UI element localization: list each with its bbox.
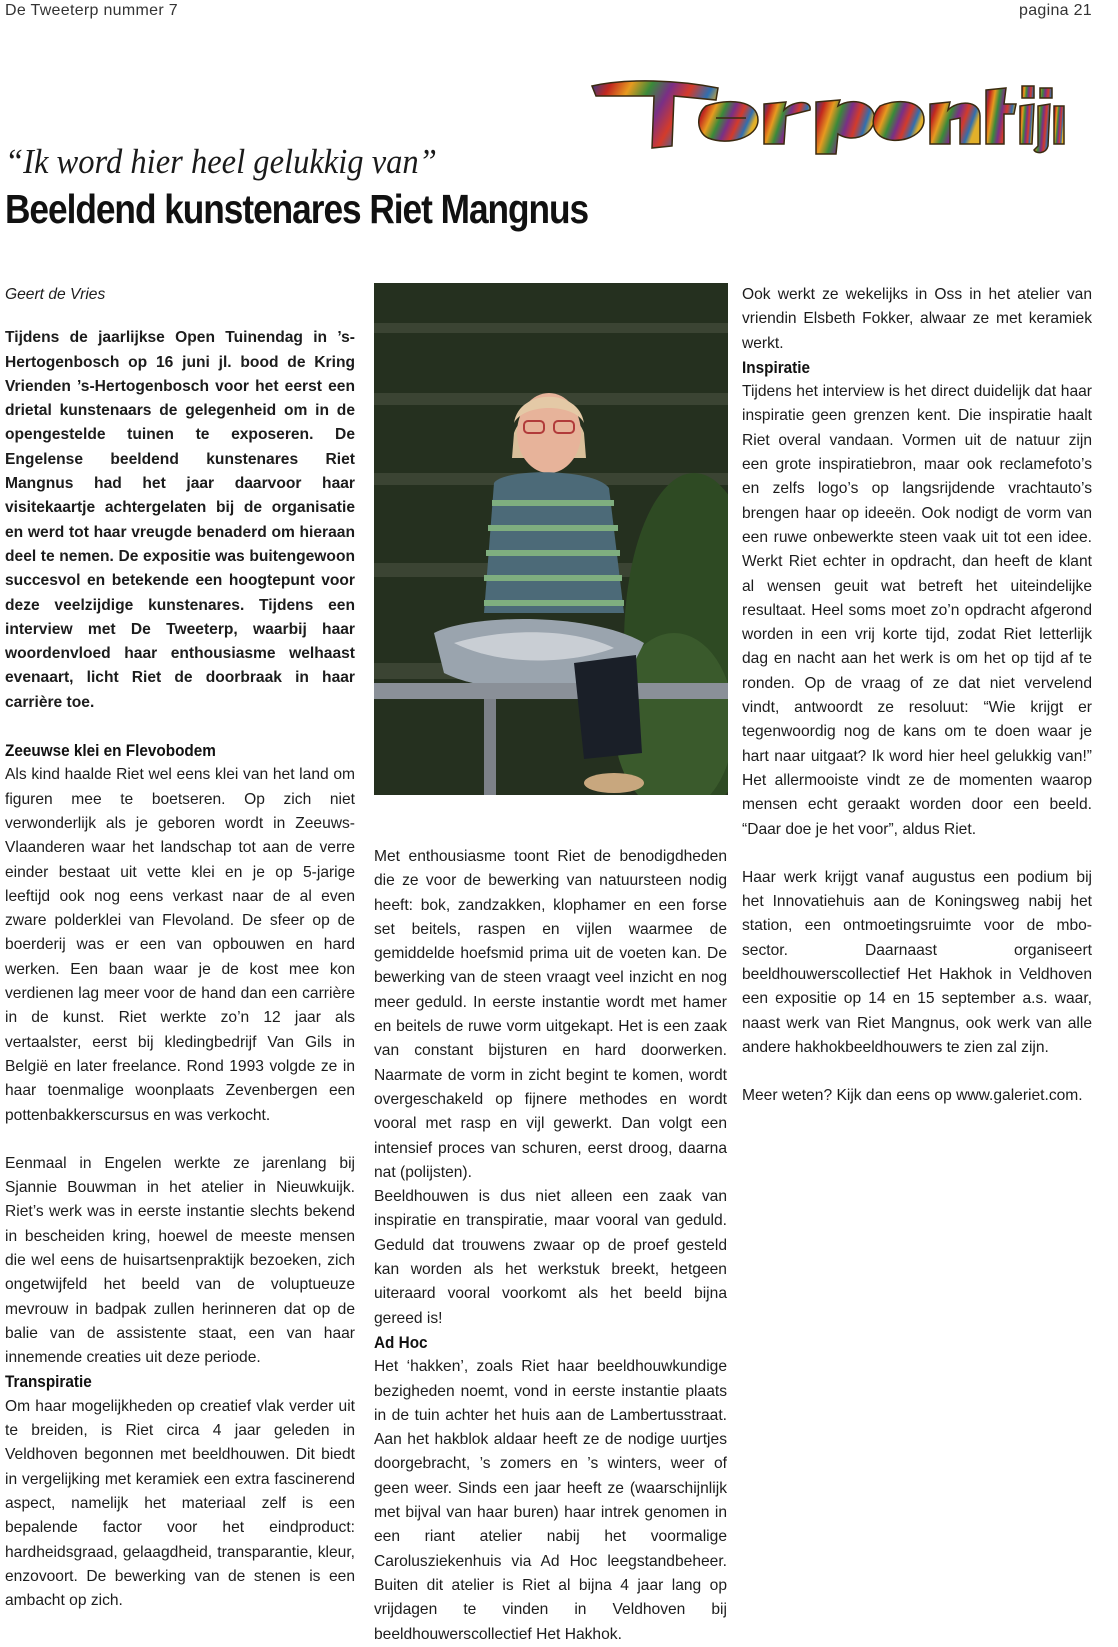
paragraph: Haar werk krijgt vanaf augustus een podium bij het Innovatiehuis aan de Koningsweg nabij het station, een ontmoetingsruimte voor de mbo-sector. Daarnaast organiseert beeldhouwerscollectief Het Hakhok in Veldhoven een expositie op 14 en 15 september a.s. waar, naast werk van Riet Mangnus, ook werk van alle andere hakhokbeeldhouwers te zien zal zijn. bbox=[742, 868, 1092, 1056]
column-1 bbox=[5, 283, 355, 1613]
article-author: Geert de Vries bbox=[5, 286, 106, 303]
publication-name: De Tweeterp nummer 7 bbox=[5, 2, 178, 19]
section-heading-transpiratie: Transpiratie bbox=[5, 1372, 92, 1392]
paragraph: Ook werkt ze wekelijks in Oss in het atelier van vriendin Elsbeth Fokker, alwaar ze met keramiek werkt. bbox=[742, 286, 1092, 352]
column-3 bbox=[742, 283, 1092, 1109]
article-kicker: “Ik word hier heel gelukkig van” bbox=[5, 142, 437, 181]
paragraph: Met enthousiasme toont Riet de benodigdheden die ze voor de bewerking van natuursteen nodig heeft: bok, zandzakken, klophamer en een forse set beitels, raspen en vijlen waarmee de gemiddelde hoefsmid prima uit de voeten kan. De bewerking van de steen vraagt veel inzicht en nog meer geduld. In eerste instantie wordt met hamer en beitels de ruwe vorm uitgekapt. Het is een zaak van constant bijsturen en hard doorwerken. Naarmate de vorm in zicht begint te komen, wordt overgeschakeld op fijnere methodes en wordt vooral met rasp en vijl gewerkt. Dan volgt een intensief proces van schuren, eerst droog, daarna nat (polijsten). bbox=[374, 848, 727, 1181]
paragraph: Het ‘hakken’, zoals Riet haar beeldhouwkundige bezigheden noemt, vond in eerste instantie plaats in de tuin achter het huis aan de Lambertusstraat. Aan het hakblok aldaar heeft ze de nodige uurtjes doorgebracht, ’s zomers en ’s winters, weer of geen weer. Sinds een jaar heeft ze (waarschijnlijk met bijval van haar buren) haar intrek genomen in een riant atelier nabij het voormalige Carolusziekenhuis via Ad Hoc leegstandbeheer. Buiten dit atelier is Riet al bijna 4 jaar lang op vrijdagen te vinden in Veldhoven bij beeldhouwerscollectief Het Hakhok. bbox=[374, 1358, 727, 1643]
section-heading-inspiratie: Inspiratie bbox=[742, 357, 811, 377]
paragraph: Tijdens het interview is het direct duidelijk dat haar inspiratie geen grenzen kent. Die inspiratie haalt Riet overal vandaan. Vormen uit de natuur zijn een grote inspiratiebron, maar ook reclamefoto’s en zelfs logo’s op langsrijdende vrachtauto’s brengen haar op ideeën. Ook nodigt de vorm van een ruwe onbewerkte steen vaak uit tot een idee. Werkt Riet echter in opdracht, dan heeft de klant al wensen geuit wat betreft het uiteindelijke resultaat. Heel soms moet zo’n opdracht afgerond worden in een vrij korte tijd, zodat Riet letterlijk dag en nacht aan het werk is om het op tijd af te ronden. Op de vraag of ze dat niet vervelend vindt, antwoordt ze resoluut: “Wie krijgt er tegenwoordig nog de kans om te doen waar je hart naar uitgaat? Ik word hier heel gelukkig van!” Het allermooiste vindt ze de momenten waarop mensen echt geraakt worden door een beeld. “Daar doe je het voor”, aldus Riet. bbox=[742, 383, 1092, 838]
section-heading-ad-hoc: Ad Hoc bbox=[374, 1332, 428, 1352]
terpentijn-logo bbox=[588, 76, 1066, 156]
article-lead: Tijdens de jaarlijkse Open Tuinendag in ’s-Hertogenbosch op 16 juni jl. bood de Kring Vrienden ’s-Hertogenbosch voor het eerst een drietal kunstenaars de gelegenheid om in de opengestelde tuinen te exposeren. De Engelense beeldend kunstenares Riet Mangnus had het jaar daarvoor haar visitekaartje achtergelaten bij de organisatie en werd tot haar vreugde benaderd om hieraan deel te nemen. De expositie was buitengewoon succesvol en betekende een hoogtepunt voor deze veelzijdige kunstenares. Tijdens een interview met De Tweeterp, waarbij haar woordenvloed haar enthousiasme welhaast evenaart, licht Riet de doorbraak in haar carrière toe. bbox=[5, 329, 355, 711]
column-2 bbox=[374, 845, 727, 1647]
section-heading-zeeuwse-klei: Zeeuwse klei en Flevobodem bbox=[5, 741, 216, 761]
paragraph: Om haar mogelijkheden op creatief vlak verder uit te breiden, is Riet circa 4 jaar geleden in Veldhoven begonnen met beeldhouwen. Dit biedt in vergelijking met keramiek een extra fascinerend aspect, namelijk het materiaal zelf is een bepalende factor voor het eindproduct: hardheidsgraad, gelaagdheid, transparantie, kleur, enzovoort. De bewerking van de stenen is een ambacht op zich. bbox=[5, 1397, 355, 1610]
paragraph: Eenmaal in Engelen werkte ze jarenlang bij Sjannie Bouwman in het atelier in Nieuwkuijk. Riet’s werk was in eerste instantie slechts bekend in bescheiden kring, hoewel de meeste mensen die wel eens de huisartsenpraktijk bezoeken, zich ongetwijfeld het beeld van de voluptueuze mevrouw in badpak zullen herinneren dat op de balie van de assistente staat, een van haar innemende creaties uit deze periode. bbox=[5, 1154, 355, 1367]
paragraph: Beeldhouwen is dus niet alleen een zaak van inspiratie en transpiratie, maar vooral van geduld. Geduld dat trouwens zwaar op de proef gesteld kan worden als het werkstuk breekt, hetgeen uiteraard vooral voorkomt als het beeld bijna gereed is! bbox=[374, 1188, 727, 1327]
article-title: Beeldend kunstenares Riet Mangnus bbox=[5, 186, 589, 232]
paragraph: Meer weten? Kijk dan eens op www.galeriet.com. bbox=[742, 1087, 1083, 1105]
paragraph: Als kind haalde Riet wel eens klei van het land om figuren mee te boetseren. Op zich niet verwonderlijk als je geboren wordt in Zeeuws-Vlaanderen waar het landschap tot aan de verre einder bestaat uit vette klei en je op 5-jarige leeftijd ook nog eens verkast naar de al even zware polderklei van Flevoland. De sfeer op de boerderij was er een van opbouwen en hard werken. Een baan waar je de kost mee kon verdienen lag meer voor de hand dan een carrière in de kunst. Riet werkte zo’n 12 jaar als vertaalster, eerst bij kledingbedrijf Van Gils in België en later freelance. Rond 1993 volgde ze in haar toenmalige woonplaats Zevenbergen een pottenbakkerscursus en was verkocht. bbox=[5, 766, 355, 1124]
page-number: pagina 21 bbox=[1019, 2, 1092, 19]
artist-photo bbox=[374, 283, 728, 795]
